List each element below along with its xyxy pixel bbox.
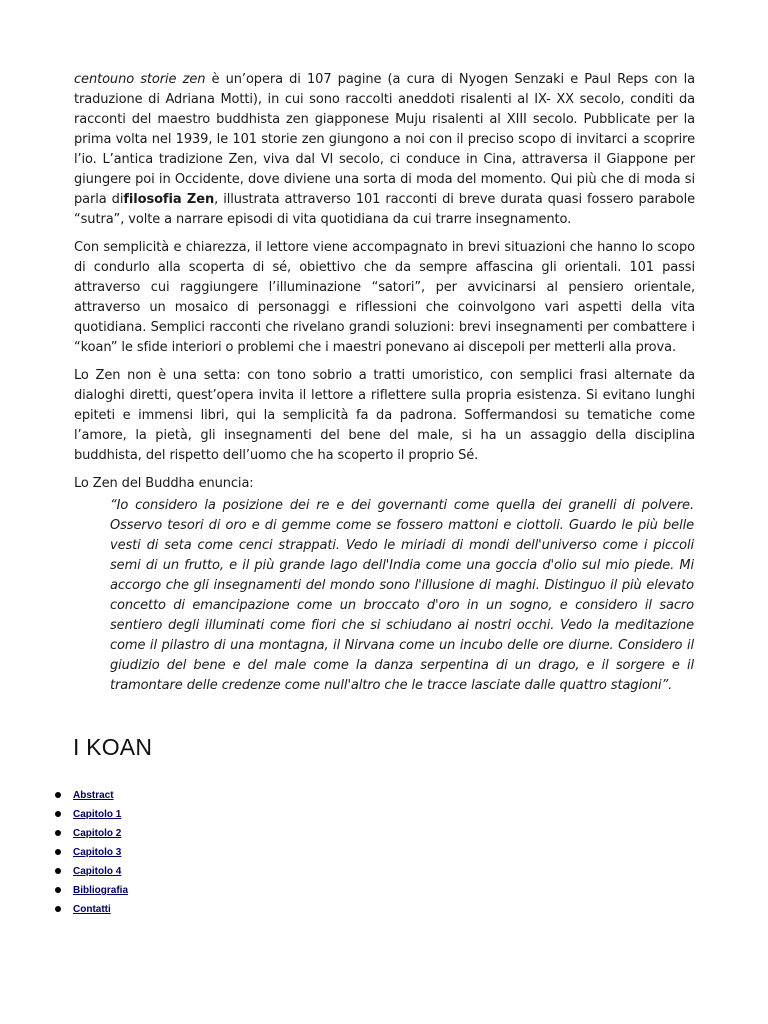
bullet-icon xyxy=(55,906,61,912)
book-title: centouno storie zen xyxy=(74,72,206,87)
section-title: I KOAN xyxy=(73,734,153,760)
nav-link-capitolo-4[interactable]: Capitolo 4 xyxy=(73,866,122,877)
nav-item-contatti xyxy=(52,902,128,921)
highlight-filosofia-zen: filosofia Zen xyxy=(123,192,215,207)
intro-text-b: , illustrata attraverso 101 racconti di breve durata quasi fossero parabole “sutra”, volte a narrare episodi di vita quotidiana da cui trarre insegnamento. xyxy=(74,192,695,227)
nav-item-abstract xyxy=(52,788,128,807)
bullet-icon xyxy=(55,887,61,893)
nav-link-capitolo-1[interactable]: Capitolo 1 xyxy=(73,809,122,820)
bullet-icon xyxy=(55,811,61,817)
paragraph-semplicita: Con semplicità e chiarezza, il lettore viene accompagnato in brevi situazioni che hanno lo scopo di condurlo alla scoperta di sé, obiettivo che da sempre affascina gli orientali. 101 passi attraverso cui raggiungere l’illuminazione “satori”, per avvicinarsi al pensiero orientale, attraverso un mosaico di personaggi e riflessioni che coinvolgono vari aspetti della vita quotidiana. Semplici racconti che rivelano grandi soluzioni: brevi insegnamenti per combattere i “koan” le sfide interiori o problemi che i maestri ponevano ai discepoli per metterli alla prova. xyxy=(74,240,695,355)
article-body xyxy=(74,70,695,696)
nav-link-abstract[interactable]: Abstract xyxy=(73,790,114,801)
nav-link-bibliografia[interactable]: Bibliografia xyxy=(73,885,129,896)
nav-item-capitolo-3 xyxy=(52,845,128,864)
bullet-icon xyxy=(55,849,61,855)
nav-link-capitolo-2[interactable]: Capitolo 2 xyxy=(73,828,122,839)
bullet-icon xyxy=(55,792,61,798)
intro-text-a: è un’opera di 107 pagine (a cura di Nyogen Senzaki e Paul Reps con la traduzione di Adriana Motti), in cui sono raccolti aneddoti risalenti al IX- XX secolo, conditi da racconti del maestro buddhista zen giapponese Muju risalenti al XIII secolo. Pubblicate per la prima volta nel 1939, le 101 storie zen giungono a noi con il preciso scopo di invitarci a scoprire l’io. L’antica tradizione Zen, viva dal VI secolo, ci conduce in Cina, attraversa il Giappone per giungere poi in Occidente, dove diviene una sorta di moda del momento. Qui più che di moda si parla di xyxy=(74,72,695,207)
paragraph-intro xyxy=(74,70,695,230)
nav-link-capitolo-3[interactable]: Capitolo 3 xyxy=(73,847,122,858)
nav-item-capitolo-2 xyxy=(52,826,128,845)
nav-item-bibliografia xyxy=(52,883,128,902)
paragraph-enuncia: Lo Zen del Buddha enuncia: xyxy=(74,476,254,491)
nav-item-capitolo-4 xyxy=(52,864,128,883)
paragraph-setta: Lo Zen non è una setta: con tono sobrio a tratti umoristico, con semplici frasi alternate da dialoghi diretti, quest’opera invita il lettore a riflettere sulla propria esistenza. Si evitano lunghi epiteti e immensi libri, qui la semplicità fa da padrona. Soffermandosi su tematiche come l’amore, la pietà, gli insegnamenti del bene del male, si ha un assaggio della disciplina buddhista, del rispetto dell’uomo che ha scoperto il proprio Sé. xyxy=(74,368,695,463)
bullet-icon xyxy=(55,830,61,836)
buddha-quote: “Io considero la posizione dei re e dei governanti come quella dei granelli di polvere. Osservo tesori di oro e di gemme come se fossero mattoni e ciottoli. Guardo le più belle vesti di seta come cenci strappati. Vedo le miriadi di mondi dell'universo come i piccoli semi di un frutto, e il più grande lago dell'India come una goccia d'olio sul mio piede. Mi accorgo che gli insegnamenti del mondo sono l'illusione di maghi. Distinguo il più elevato concetto di emancipazione come un broccato d'oro in un sogno, e considero il sacro sentiero degli illuminati come fiori che si schiudano ai nostri occhi. Vedo la meditazione come il pilastro di una montagna, il Nirvana come un incubo delle ore diurne. Considero il giudizio del bene e del male come la danza serpentina di un drago, e il sorgere e il tramontare delle credenze come null'altro che le tracce lasciate dalle quattro stagioni”. xyxy=(110,498,694,693)
nav-link-contatti[interactable]: Contatti xyxy=(73,904,111,915)
bullet-icon xyxy=(55,868,61,874)
nav-list xyxy=(52,788,128,921)
nav-item-capitolo-1 xyxy=(52,807,128,826)
